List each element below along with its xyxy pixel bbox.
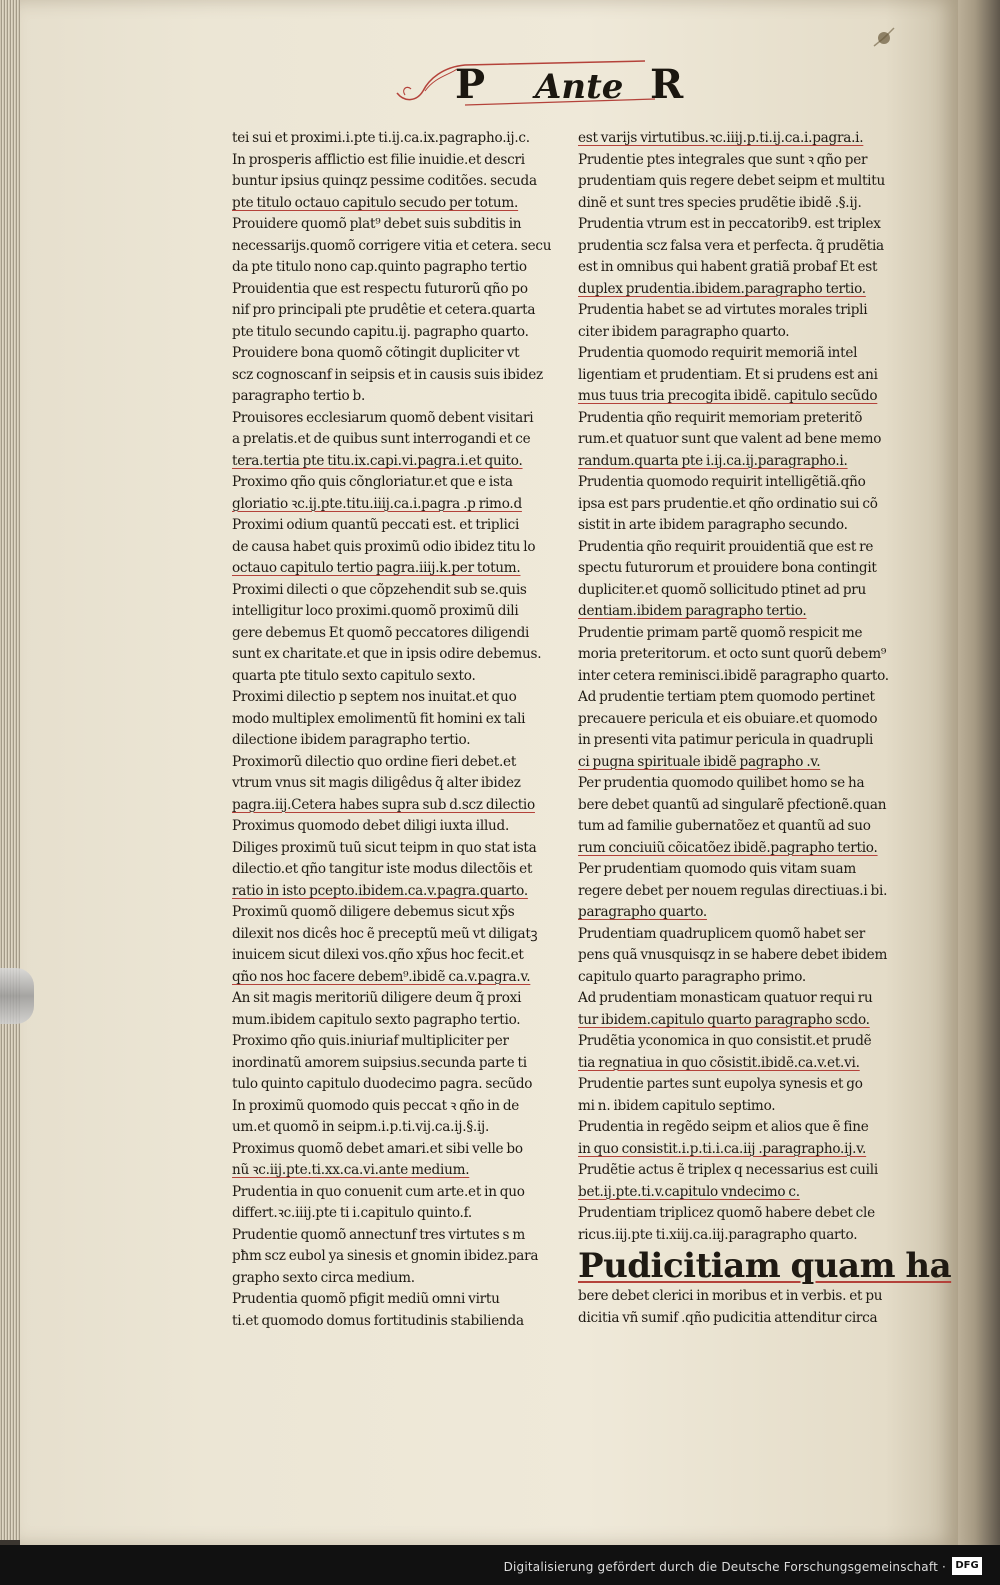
text-line: inter cetera reminisci.ibidẽ paragrapho quarto. bbox=[578, 667, 889, 684]
text-line: tia regnatiua in quo cõsistit.ibidẽ.ca.v.et.vi. bbox=[578, 1054, 860, 1071]
text-line: da pte titulo nono cap.quinto pagrapho tertio bbox=[232, 259, 527, 275]
text-line: inuicem sicut dilexi vos.qño xp̃us hoc fecit.et bbox=[232, 947, 524, 963]
text-line: Prudentia quomodo requirit intelligẽtiã.qño bbox=[578, 474, 866, 490]
text-line: Prudentia qño requirit memoriam preteritõ bbox=[578, 409, 863, 426]
text-line: Prudentie quomõ annectunf tres virtutes s m bbox=[232, 1226, 525, 1243]
text-line: dilectio.et qño tangitur iste modus dilectõis et bbox=[232, 861, 533, 877]
text-line: nif pro principali pte prudêtie et cetera.quarta bbox=[232, 302, 536, 318]
head-letter-right: R bbox=[650, 61, 684, 108]
text-line: dinẽ et sunt tres species prudẽtie ibidẽ .§.ij. bbox=[578, 194, 862, 211]
text-line: Ad prudentie tertiam ptem quomodo pertinet bbox=[578, 689, 875, 705]
text-line: Proximus quomõ debet amari.et sibi velle bo bbox=[232, 1140, 523, 1157]
text-line: est varijs virtutibus.ꝛc.iiij.p.ti.ij.ca.i.pagra.i. bbox=[578, 130, 864, 146]
text-line: duplex prudentia.ibidem.paragrapho tertio. bbox=[578, 280, 866, 297]
text-line: dentiam.ibidem paragrapho tertio. bbox=[578, 603, 807, 619]
text-line: ci pugna spirituale ibidẽ pagrapho .v. bbox=[578, 753, 821, 770]
head-letter-left: P bbox=[455, 61, 486, 108]
text-line: citer ibidem paragrapho quarto. bbox=[578, 323, 790, 340]
text-line: Prouidentia que est respectu futurorũ qño po bbox=[232, 280, 528, 297]
text-line: in presenti vita patimur pericula in quadrupli bbox=[578, 732, 874, 748]
text-line: Prudentiam triplicez quomõ habere debet cle bbox=[578, 1205, 875, 1221]
text-line: ratio in isto pcepto.ibidem.ca.v.pagra.quarto. bbox=[232, 882, 528, 899]
text-line: Proximũ quomõ diligere debemus sicut xp̃s bbox=[232, 904, 515, 920]
text-line: In prosperis afflictio est filie inuidie.et descri bbox=[232, 151, 525, 168]
text-line: necessarijs.quomõ corrigere vitia et cetera. secu bbox=[232, 237, 552, 254]
text-line: spectu futurorum et prouidere bona contingit bbox=[578, 560, 877, 576]
text-line: dupliciter.et quomõ sollicitudo ptinet ad pru bbox=[578, 581, 867, 598]
text-line: bere debet clerici in moribus et in verbis. et pu bbox=[578, 1288, 883, 1304]
text-line: dilectione ibidem paragrapho tertio. bbox=[232, 732, 471, 748]
page-edge-right bbox=[958, 0, 1000, 1545]
text-line: inordinatũ amorem suipsius.secunda parte ti bbox=[232, 1054, 527, 1071]
running-head bbox=[395, 55, 715, 115]
text-line: Prudẽtia yconomica in quo consistit.et prudẽ bbox=[578, 1033, 872, 1049]
text-line: gere debemus Et quomõ peccatores diligendi bbox=[232, 624, 530, 641]
text-line: tur ibidem.capitulo quarto paragrapho scdo. bbox=[578, 1011, 870, 1028]
text-line: In proximũ quomodo quis peccat ꝛ qño in de bbox=[232, 1097, 520, 1114]
text-line: ipsa est pars prudentie.et qño ordinatio sui cõ bbox=[578, 495, 878, 512]
head-word-center: Ante bbox=[535, 67, 624, 107]
text-line: sistit in arte ibidem paragrapho secundo. bbox=[578, 517, 848, 533]
text-line: modo multiplex emolimentũ fit homini ex tali bbox=[232, 710, 526, 727]
text-line: ligentiam et prudentiam. Et si prudens est ani bbox=[578, 366, 878, 383]
text-line: Prouidere bona quomõ cõtingit dupliciter vt bbox=[232, 345, 520, 361]
text-line: de causa habet quis proximũ odio ibidez titu lo bbox=[232, 538, 536, 555]
text-line: vtrum vnus sit magis diligêdus q̃ alter ibidez bbox=[232, 775, 521, 791]
text-line: mi n. ibidem capitulo septimo. bbox=[578, 1097, 776, 1114]
text-line: rum.et quatuor sunt que valent ad bene memo bbox=[578, 431, 882, 447]
text-line: Per prudentia quomodo quilibet homo se ha bbox=[578, 775, 865, 791]
text-line: a prelatis.et de quibus sunt interrogandi et ce bbox=[232, 431, 531, 447]
text-line: buntur ipsius quinqz pessime coditões. secuda bbox=[232, 173, 537, 189]
ink-blot-icon bbox=[872, 26, 896, 48]
text-line: Proximi dilecti o que cõpzehendit sub se.quis bbox=[232, 581, 527, 598]
paper-clip bbox=[0, 968, 34, 1024]
page-edge-left bbox=[0, 0, 22, 1540]
text-line: tera.tertia pte titu.ix.capi.vi.pagra.i.et quito. bbox=[232, 452, 523, 469]
text-line: bet.ij.pte.ti.v.capitulo vndecimo c. bbox=[578, 1183, 800, 1200]
text-line: qño nos hoc facere debem⁹.ibidẽ ca.v.pagra.v. bbox=[232, 968, 531, 985]
text-line: ti.et quomodo domus fortitudinis stabilienda bbox=[232, 1312, 524, 1329]
text-line: pħm scz eubol ya sinesis et gnomin ibidez.para bbox=[232, 1248, 539, 1264]
text-line: prudentiam quis regere debet seipm et multitu bbox=[578, 173, 885, 189]
text-line: Prudentia quomodo requirit memoriã intel bbox=[578, 345, 858, 361]
text-line: octauo capitulo tertio pagra.iiij.k.per totum. bbox=[232, 560, 521, 576]
text-line: ricus.iij.pte ti.xiij.ca.iij.paragrapho quarto. bbox=[578, 1226, 858, 1243]
text-line: mus tuus tria precogita ibidẽ. capitulo secũdo bbox=[578, 388, 878, 404]
text-line: scz cognoscanf in seipsis et in causis suis ibidez bbox=[232, 366, 543, 383]
text-line: Proximus quomodo debet diligi iuxta illud. bbox=[232, 818, 510, 834]
text-line: grapho sexto circa medium. bbox=[232, 1269, 415, 1286]
text-line: Prudentia in regẽdo seipm et alios que ẽ fine bbox=[578, 1119, 869, 1135]
text-line: Per prudentiam quomodo quis vitam suam bbox=[578, 861, 857, 877]
text-line: Proximi dilectio p septem nos inuitat.et quo bbox=[232, 689, 517, 705]
text-line: randum.quarta pte i.ij.ca.ij.paragrapho.i. bbox=[578, 452, 848, 469]
text-line: quarta pte titulo sexto capitulo sexto. bbox=[232, 667, 476, 684]
text-line: bere debet quantũ ad singularẽ pfectionẽ.quan bbox=[578, 796, 887, 813]
text-line: Proximi odium quantũ peccati est. et triplici bbox=[232, 517, 520, 533]
text-line: Prouisores ecclesiarum quomõ debent visitari bbox=[232, 409, 534, 426]
text-line: in quo consistit.i.p.ti.i.ca.iij .paragrapho.ij.v. bbox=[578, 1140, 867, 1157]
text-line: paragrapho quarto. bbox=[578, 904, 707, 920]
text-line: sunt ex charitate.et que in ipsis odire debemus. bbox=[232, 646, 542, 662]
text-line: Ad prudentiam monasticam quatuor requi ru bbox=[578, 990, 873, 1006]
dfg-logo: DFG bbox=[952, 1557, 982, 1575]
text-line: differt.ꝛc.iiij.pte ti i.capitulo quinto.f. bbox=[232, 1205, 472, 1221]
text-line: regere debet per nouem regulas directiuas.i bi. bbox=[578, 882, 888, 899]
text-line: Prudentie primam partẽ quomõ respicit me bbox=[578, 624, 863, 641]
text-line: um.et quomõ in seipm.i.p.ti.vij.ca.ij.§.ij. bbox=[232, 1119, 490, 1135]
text-line: dicitia vñ sumif .qño pudicitia attenditur circa bbox=[578, 1309, 878, 1326]
text-line: tei sui et proximi.i.pte ti.ij.ca.ix.pagrapho.ij.c. bbox=[232, 130, 530, 146]
text-line: Diliges proximũ tuũ sicut teipm in quo stat ista bbox=[232, 839, 537, 856]
text-line: Prudentiam quadruplicem quomõ habet ser bbox=[578, 925, 866, 942]
text-line: capitulo quarto paragrapho primo. bbox=[578, 968, 806, 985]
text-line: Prudentia habet se ad virtutes morales tripli bbox=[578, 302, 868, 318]
text-column-right bbox=[578, 128, 952, 1329]
text-column-left bbox=[232, 128, 552, 1332]
text-line: Prudentia vtrum est in peccatorib9. est triplex bbox=[578, 216, 881, 232]
text-line: paragrapho tertio b. bbox=[232, 388, 366, 404]
text-line: Prudentie ptes integrales que sunt ꝛ qño per bbox=[578, 151, 868, 168]
text-line: tum ad familie gubernatõez et quantũ ad suo bbox=[578, 818, 871, 834]
text-line: pagra.iij.Cetera habes supra sub d.scz dilectio bbox=[232, 796, 535, 813]
funding-credit: Digitalisierung gefördert durch die Deutsche Forschungsgemeinschaft · bbox=[503, 1560, 946, 1574]
text-line: Prudentie partes sunt eupolya synesis et go bbox=[578, 1076, 863, 1092]
text-line: prudentia scz falsa vera et perfecta. q̃ prudẽtia bbox=[578, 237, 884, 254]
text-line: An sit magis meritoriũ diligere deum q̃ proxi bbox=[232, 990, 522, 1006]
text-line: Proximo qño quis cõngloriatur.et que e ista bbox=[232, 474, 513, 490]
text-line: mum.ibidem capitulo sexto pagrapho tertio. bbox=[232, 1011, 521, 1028]
text-line: Prouidere quomõ plat⁹ debet suis subditis in bbox=[232, 216, 522, 232]
text-line: Proximo qño quis.iniuriaf multipliciter per bbox=[232, 1033, 509, 1049]
text-line: gloriatio ꝛc.ij.pte.titu.iiij.ca.i.pagra .p rimo.d bbox=[232, 495, 522, 512]
text-line: est in omnibus qui habent gratiã probaf Et est bbox=[578, 259, 878, 275]
text-line: Prudẽtie actus ẽ triplex q necessarius est cuili bbox=[578, 1162, 878, 1178]
text-line: Prudentia quomõ pfigit mediũ omni virtu bbox=[232, 1291, 500, 1307]
text-line: intelligitur loco proximi.quomõ proximũ dili bbox=[232, 603, 519, 619]
text-line: Prudentia in quo conuenit cum arte.et in quo bbox=[232, 1183, 525, 1200]
text-line: Prudentia qño requirit prouidentiã que est re bbox=[578, 538, 874, 555]
text-line: precauere pericula et eis obuiare.et quomodo bbox=[578, 710, 878, 727]
text-line: dilexit nos dicês hoc ẽ preceptũ meũ vt diligatꝫ bbox=[232, 925, 538, 942]
section-heading-large: Pudicitiam quam ha bbox=[578, 1246, 952, 1286]
text-line: pte titulo octauo capitulo secudo per totum. bbox=[232, 194, 519, 211]
text-line: Proximorũ dilectio quo ordine fieri debet.et bbox=[232, 753, 517, 770]
text-line: moria preteritorum. et octo sunt quorũ debem⁹ bbox=[578, 646, 887, 662]
text-line: pens quã vnusquisqz in se habere debet ibidem bbox=[578, 947, 888, 963]
text-line: nũ ꝛc.iij.pte.ti.xx.ca.vi.ante medium. bbox=[232, 1162, 470, 1178]
text-line: rum conciuiũ cõicatõez ibidẽ.pagrapho tertio. bbox=[578, 839, 878, 856]
text-line: pte titulo secundo capitu.ij. pagrapho quarto. bbox=[232, 323, 529, 340]
text-line: tulo quinto capitulo duodecimo pagra. secũdo bbox=[232, 1076, 533, 1092]
